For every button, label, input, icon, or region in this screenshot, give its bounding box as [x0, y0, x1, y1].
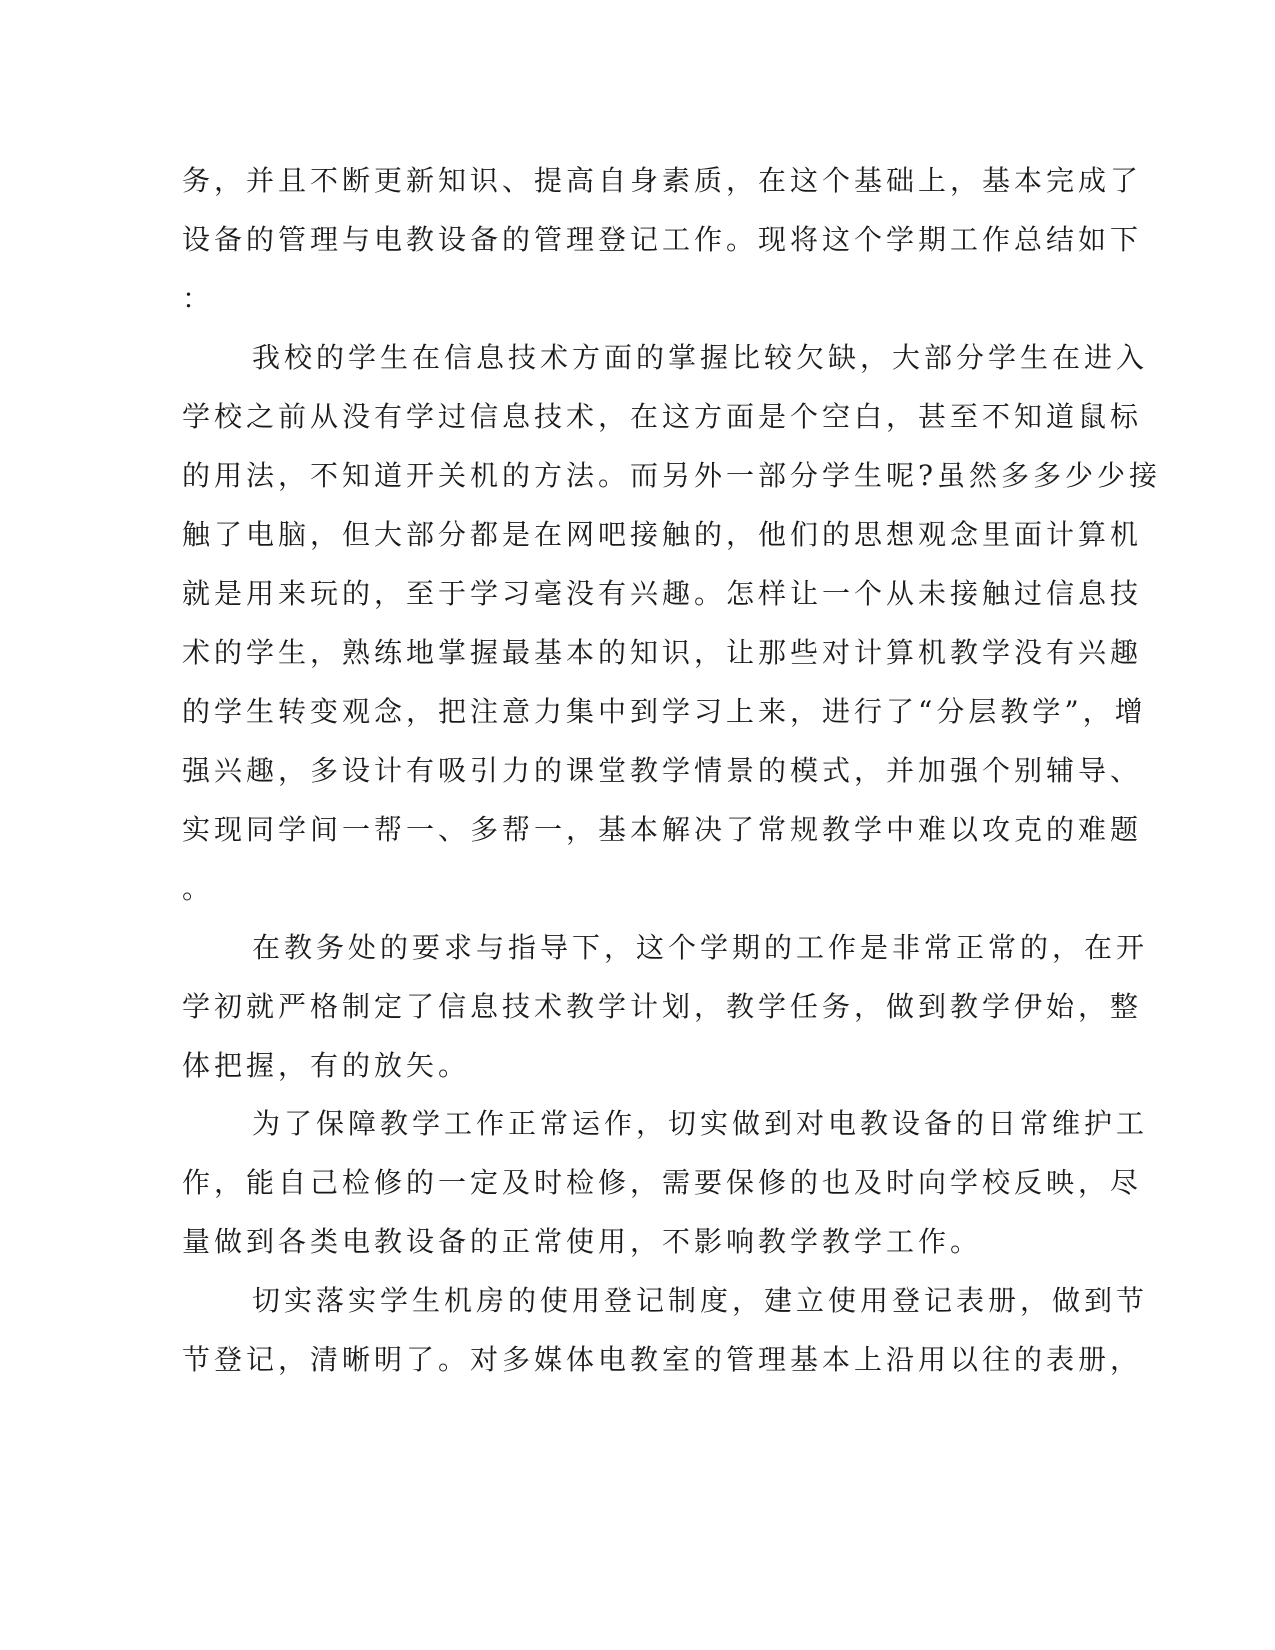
paragraph-first-line: 我校的学生在信息技术方面的掌握比较欠缺，大部分学生在进入: [252, 341, 1149, 374]
text-line: 强兴趣，多设计有吸引力的课堂教学情景的模式，并加强个别辅导、: [182, 754, 1143, 787]
paragraph-first-line: 切实落实学生机房的使用登记制度，建立使用登记表册，做到节: [252, 1284, 1149, 1317]
text-line: 实现同学间一帮一、多帮一，基本解决了常规教学中难以攻克的难题: [182, 813, 1143, 846]
text-line: 的学生转变观念，把注意力集中到学习上来，进行了“分层教学”，增: [182, 695, 1147, 728]
paragraph-first-line: 为了保障教学工作正常运作，切实做到对电教设备的日常维护工: [252, 1107, 1149, 1140]
text-line: 体把握，有的放矢。: [182, 1049, 471, 1082]
text-line: 务，并且不断更新知识、提高自身素质，在这个基础上，基本完成了: [182, 164, 1143, 197]
text-line: 学初就严格制定了信息技术教学计划，教学任务，做到教学伊始，整: [182, 990, 1143, 1023]
text-line: ：: [182, 282, 215, 315]
text-line: 的用法，不知道开关机的方法。而另外一部分学生呢?虽然多多少少接: [182, 459, 1162, 492]
text-line: 术的学生，熟练地掌握最基本的知识，让那些对计算机教学没有兴趣: [182, 636, 1143, 669]
text-line: 触了电脑，但大部分都是在网吧接触的，他们的思想观念里面计算机: [182, 518, 1143, 551]
paragraph-first-line: 在教务处的要求与指导下，这个学期的工作是非常正常的，在开: [252, 931, 1149, 964]
text-line: 。: [182, 872, 215, 905]
text-line: 节登记，清晰明了。对多媒体电教室的管理基本上沿用以往的表册，: [182, 1343, 1143, 1376]
text-line: 作，能自己检修的一定及时检修，需要保修的也及时向学校反映，尽: [182, 1166, 1143, 1199]
text-line: 学校之前从没有学过信息技术，在这方面是个空白，甚至不知道鼠标: [182, 400, 1143, 433]
text-line: 设备的管理与电教设备的管理登记工作。现将这个学期工作总结如下: [182, 223, 1143, 256]
text-line: 就是用来玩的，至于学习毫没有兴趣。怎样让一个从未接触过信息技: [182, 577, 1143, 610]
text-line: 量做到各类电教设备的正常使用，不影响教学教学工作。: [182, 1225, 983, 1258]
